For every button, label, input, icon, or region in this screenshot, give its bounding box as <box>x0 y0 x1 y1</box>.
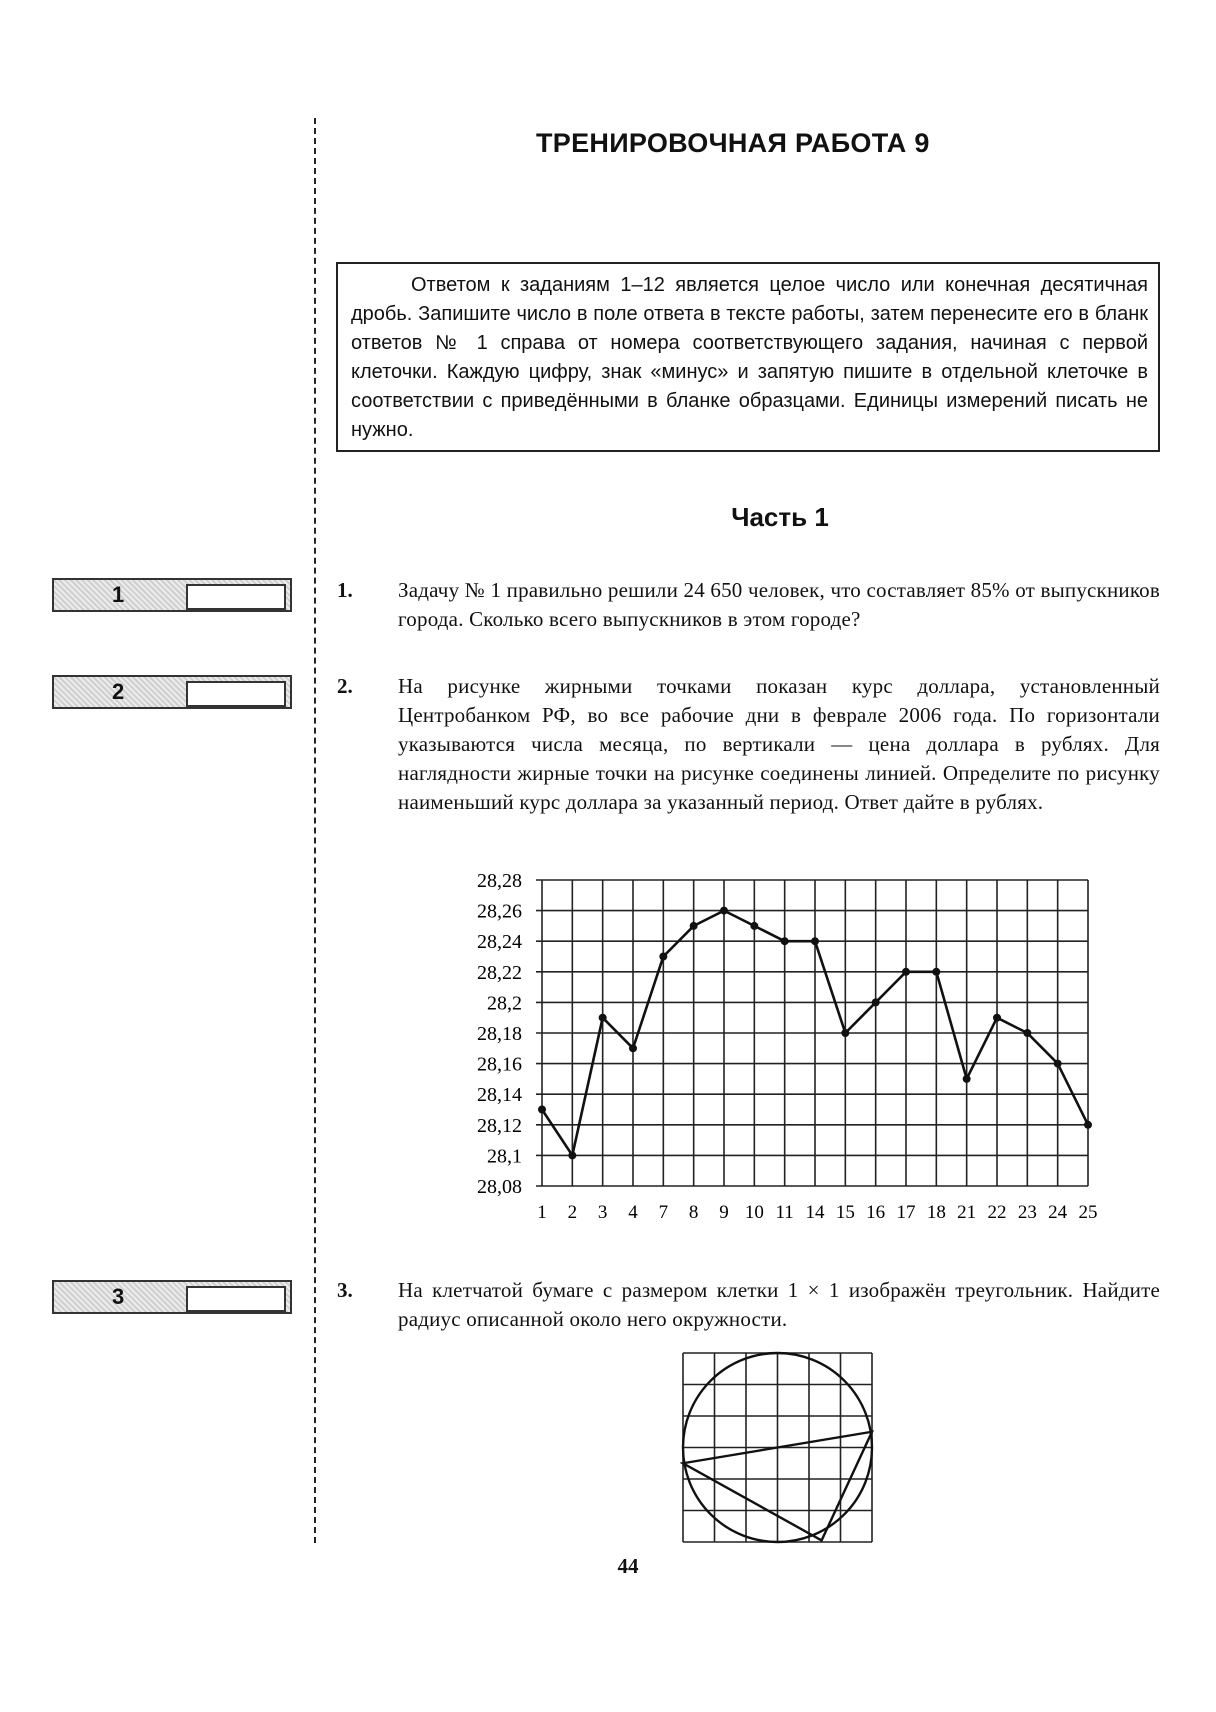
task-1-number: 1. <box>337 578 353 602</box>
page-title: ТРЕНИРОВОЧНАЯ РАБОТА 9 <box>536 128 930 158</box>
x-tick-label: 24 <box>1048 1202 1068 1223</box>
x-tick-label: 11 <box>775 1202 794 1223</box>
answer-field-1[interactable] <box>186 584 286 610</box>
answer-box-number: 1 <box>112 582 125 607</box>
x-tick-label: 15 <box>835 1202 855 1223</box>
data-point <box>690 922 698 930</box>
y-tick-label: 28,08 <box>477 1176 522 1198</box>
answer-box-1 <box>52 578 292 612</box>
y-tick-label: 28,16 <box>477 1053 522 1076</box>
data-point <box>1084 1121 1092 1129</box>
x-tick-label: 18 <box>926 1202 946 1223</box>
y-tick-label: 28,1 <box>487 1145 522 1168</box>
task-1-text: Задачу № 1 правильно решили 24 650 человек, что составляет 85% от выпускников города. Сколько всего выпускников в этом городе? <box>398 578 1160 631</box>
y-tick-label: 28,12 <box>477 1114 522 1137</box>
task-2-text: На рисунке жирными точками показан курс доллара, установленный Центробанком РФ, во все рабочие дни в феврале 2006 года. По горизонтали указываются числа месяца, по вертикали — цена доллара в рублях. Для наглядности жирные точки на рисунке соединены линией. Определите по рисунку наименьший курс доллара за указанный период. Ответ дайте в рублях. <box>398 674 1160 814</box>
dollar-rate-chart <box>440 870 1120 1240</box>
y-tick-label: 28,14 <box>477 1084 522 1107</box>
x-tick-label: 21 <box>957 1202 977 1223</box>
y-tick-label: 28,26 <box>477 900 522 923</box>
x-tick-label: 2 <box>567 1202 578 1223</box>
x-tick-label: 22 <box>987 1202 1007 1223</box>
data-point <box>841 1029 849 1037</box>
y-tick-label: 28,24 <box>477 931 522 954</box>
x-tick-label: 7 <box>658 1202 669 1223</box>
part-title: Часть 1 <box>731 502 829 532</box>
x-tick-label: 14 <box>805 1202 825 1223</box>
x-tick-label: 9 <box>719 1202 729 1223</box>
answer-field-2[interactable] <box>186 681 286 707</box>
task-3-text: На клетчатой бумаге с размером клетки 1 × 1 изображён треугольник. Найдите радиус описанной около него окружности. <box>398 1278 1160 1331</box>
data-point <box>720 907 728 915</box>
x-tick-label: 8 <box>688 1202 699 1223</box>
data-point <box>932 968 940 976</box>
data-point <box>963 1075 971 1083</box>
y-tick-label: 28,18 <box>477 1023 522 1045</box>
data-point <box>781 937 789 945</box>
x-tick-label: 23 <box>1017 1202 1037 1223</box>
data-point <box>1023 1029 1031 1037</box>
x-tick-label: 3 <box>597 1202 608 1223</box>
x-tick-label: 10 <box>744 1202 764 1223</box>
data-point <box>750 922 758 930</box>
data-point <box>872 998 880 1006</box>
data-point <box>659 953 667 961</box>
page-number: 44 <box>617 1554 639 1578</box>
data-point <box>1054 1060 1062 1068</box>
answer-box-3 <box>52 1280 292 1314</box>
y-tick-label: 28,22 <box>477 961 522 984</box>
y-tick-label: 28,28 <box>477 870 522 892</box>
x-tick-label: 16 <box>866 1202 886 1223</box>
data-point <box>599 1014 607 1022</box>
answer-box-2 <box>52 675 292 709</box>
task-2-number: 2. <box>337 674 353 698</box>
x-tick-label: 17 <box>896 1202 916 1223</box>
data-point <box>993 1014 1001 1022</box>
data-point <box>902 968 910 976</box>
cut-line <box>314 118 316 1543</box>
answer-box-number: 3 <box>112 1284 125 1309</box>
task-3-number: 3. <box>337 1278 353 1302</box>
y-tick-label: 28,2 <box>487 992 522 1015</box>
instructions-text: Ответом к заданиям 1–12 является целое число или конечная десятичная дробь. Запишите число в поле ответа в тексте работы, затем перенесите его в бланк ответов № 1 справа от номера соответствующего задания, начиная с первой клеточки. Каждую цифру, знак «минус» и запятую пишите в отдельной клеточке в соответствии с приведёнными в бланке образцами. Единицы измерений писать не нужно. <box>351 274 1148 441</box>
answer-field-3[interactable] <box>186 1286 286 1312</box>
data-point <box>811 937 819 945</box>
x-tick-label: 1 <box>537 1202 547 1223</box>
x-tick-label: 25 <box>1078 1202 1098 1223</box>
triangle-figure <box>680 1350 880 1550</box>
data-point <box>629 1044 637 1052</box>
instructions-box <box>336 262 1160 452</box>
data-point <box>538 1106 546 1114</box>
answer-box-number: 2 <box>112 679 125 704</box>
data-point <box>568 1151 576 1159</box>
x-tick-label: 4 <box>628 1202 638 1223</box>
